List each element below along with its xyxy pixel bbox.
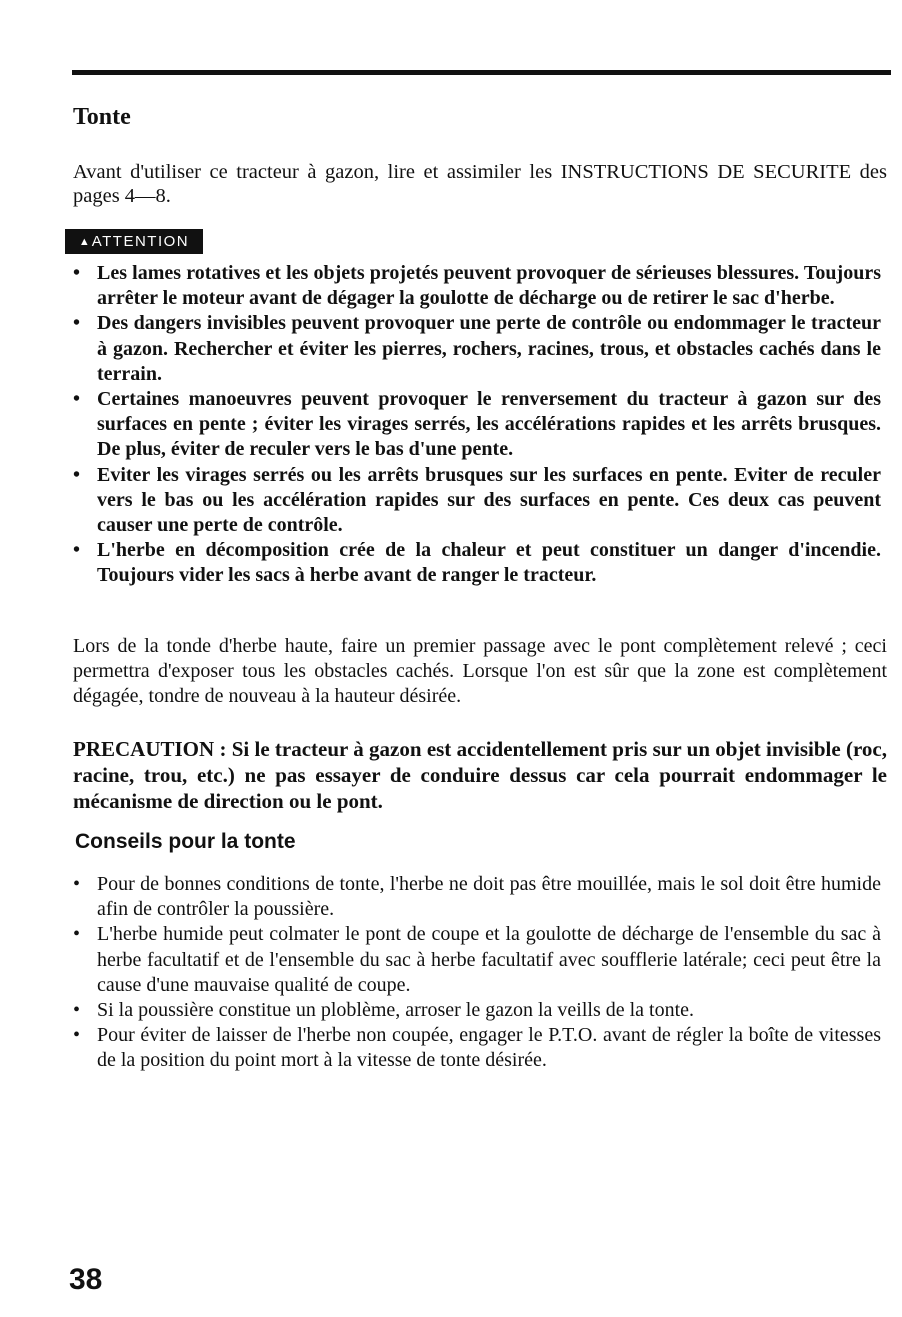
warning-item — [73, 261, 881, 311]
bullet: • — [73, 923, 81, 946]
tip-item — [73, 1023, 881, 1073]
bullet: • — [73, 873, 81, 895]
tip-text: L'herbe humide peut colmater le pont de coupe et la goulotte de décharge de l'ensemble du sac à herbe facultatif et de l'ensemble du sac à herbe facultatif avec soufflerie latérale; ceci peut être la cause d'une mauvaise qualité de coupe. — [97, 923, 881, 996]
tip-text: Pour éviter de laisser de l'herbe non coupée, engager le P.T.O. avant de régler la boîte de vitesses de la position du point mort à la vitesse de tonte désirée. — [97, 1024, 881, 1072]
warning-text: Des dangers invisibles peuvent provoquer une perte de contrôle ou endommager le tracteur à gazon. Rechercher et éviter les pierres, rochers, racines, trous, et obstacles cachés dans le terrain. — [97, 312, 881, 385]
bullet: • — [73, 388, 81, 411]
tips-section-title: Conseils pour la tonte — [75, 830, 296, 853]
warning-text: Les lames rotatives et les objets projetés peuvent provoquer de sérieuses blessures. Toujours arrêter le moteur avant de dégager la goulotte de décharge ou de retirer le sac d'herbe. — [97, 262, 881, 310]
warning-text: Eviter les virages serrés ou les arrêts brusques sur les surfaces en pente. Eviter de reculer vers le bas ou les accélération rapides sur des surfaces en pente. Ces deux cas peuvent causer une perte de contrôle. — [97, 463, 881, 537]
warning-text: L'herbe en décomposition crée de la chaleur et peut constituer un danger d'incendie. Toujours vider les sacs à herbe avant de ranger le tracteur. — [97, 539, 881, 587]
bullet: • — [73, 999, 81, 1022]
attention-label: ATTENTION — [91, 233, 190, 250]
top-rule — [72, 70, 891, 75]
bullet: • — [73, 312, 81, 335]
warning-item — [73, 538, 881, 588]
tip-item — [73, 922, 881, 998]
bullet: • — [73, 539, 81, 562]
tip-item — [73, 872, 881, 922]
tall-grass-paragraph: Lors de la tonde d'herbe haute, faire un premier passage avec le pont complètement relevé ; ceci permettra d'exposer tous les obstacles cachés. Lorsque l'on est sûr que la zone est complètement dégagée, tondre de nouveau à la hauteur désirée. — [73, 635, 887, 707]
page-number: 38 — [69, 1263, 103, 1296]
tip-text: Si la poussière constitue un ploblème, arroser le gazon la veills de la tonte. — [97, 999, 695, 1022]
tip-item — [73, 998, 881, 1023]
tip-text: Pour de bonnes conditions de tonte, l'herbe ne doit pas être mouillée, mais le sol doit être humide afin de contrôler la poussière. — [97, 873, 881, 921]
intro-paragraph: Avant d'utiliser ce tracteur à gazon, lire et assimiler les INSTRUCTIONS DE SECURITE des pages 4—8. — [73, 161, 887, 207]
bullet: • — [73, 1024, 81, 1047]
bullet: • — [73, 463, 81, 486]
warning-item — [73, 311, 881, 387]
warning-list — [73, 261, 881, 589]
page-title: Tonte — [73, 104, 131, 130]
warning-triangle-icon: ▲ — [78, 235, 90, 248]
warning-item — [73, 463, 881, 539]
warning-item — [73, 387, 881, 463]
warning-text: Certaines manoeuvres peuvent provoquer le renversement du tracteur à gazon sur des surfaces en pente ; éviter les virages serrés, les accélérations rapides et les arrêts brusques. De plus, éviter de reculer vers le bas d'une pente. — [97, 388, 881, 461]
bullet: • — [73, 262, 81, 284]
attention-badge — [65, 229, 203, 254]
precaution-paragraph: PRECAUTION : Si le tracteur à gazon est accidentellement pris sur un objet invisible (roc, racine, trou, etc.) ne pas essayer de conduire dessus car cela pourrait endommager le mécanisme de direction ou le pont. — [73, 737, 887, 813]
tips-list — [73, 872, 881, 1074]
